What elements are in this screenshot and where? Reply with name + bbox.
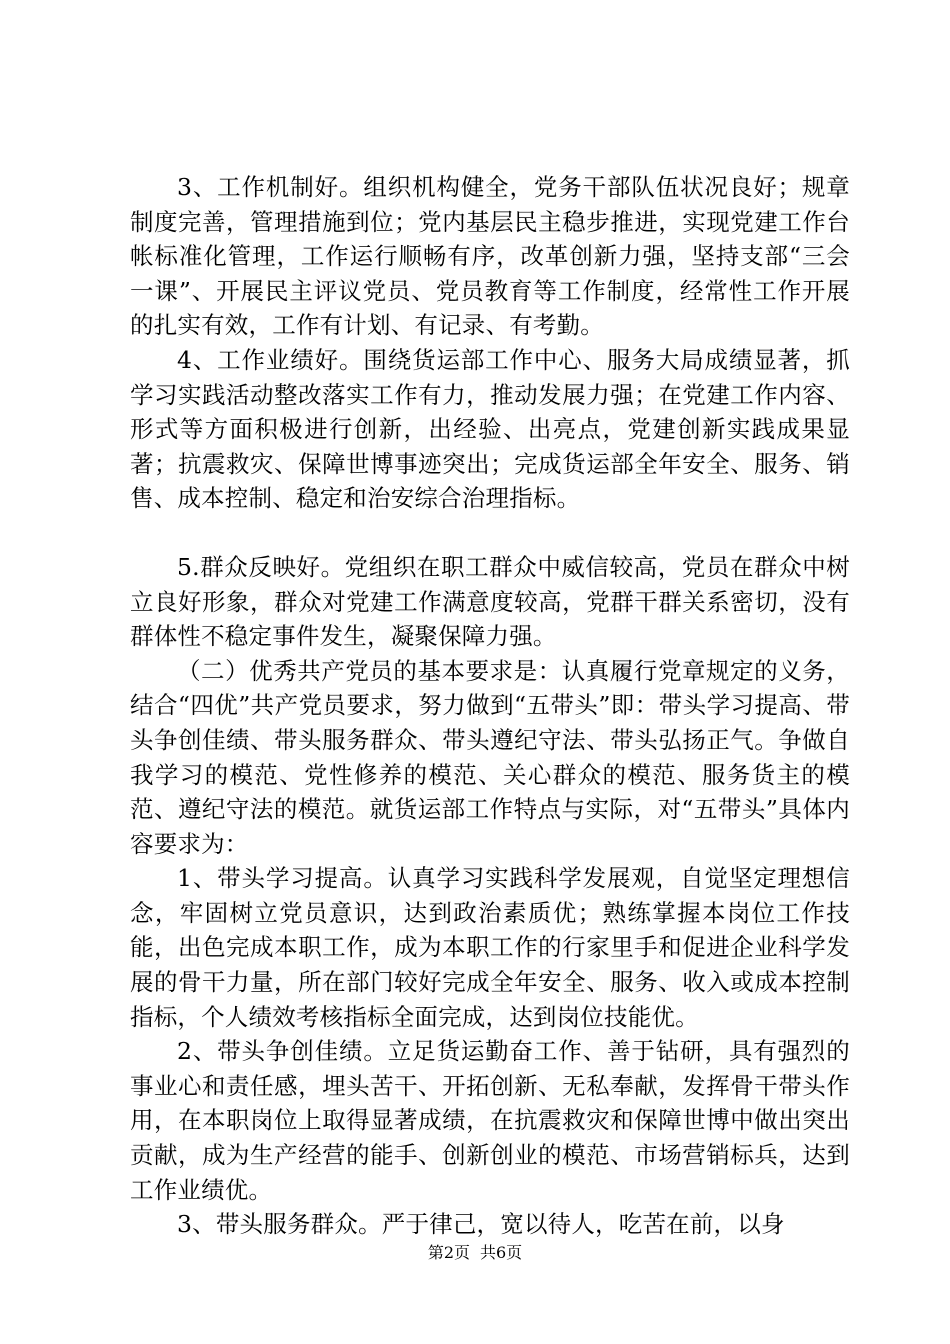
paragraph-lead-learning: 1、带头学习提高。认真学习实践科学发展观，自觉坚定理想信念，牢固树立党员意识，达到政治素质优；熟练掌握本岗位工作技能，出色完成本职工作，成为本职工作的行家里手和促进企业科学发展的骨干力量，所在部门较好完成全年安全、服务、收入或成本控制指标，个人绩效考核指标全面完成，达到岗位技能优。 <box>130 864 850 1031</box>
paragraph-lead-service: 3、带头服务群众。严于律己，宽以待人，吃苦在前，以身 <box>177 1210 785 1239</box>
document-body <box>130 170 850 1242</box>
page-number-current: 第2页 <box>427 1243 470 1262</box>
page-number-total: 共6页 <box>480 1243 523 1262</box>
paragraph-work-mechanism: 3、工作机制好。组织机构健全，党务干部队伍状况良好；规章制度完善，管理措施到位；党内基层民主稳步推进，实现党建工作台帐标准化管理，工作运行顺畅有序，改革创新力强，坚持支部“三会一课”、开展民主评议党员、党员教育等工作制度，经常性工作开展的扎实有效，工作有计划、有记录、有考勤。 <box>130 173 850 340</box>
paragraph-excellent-member-requirements: （二）优秀共产党员的基本要求是：认真履行党章规定的义务，结合“四优”共产党员要求，努力做到“五带头”即：带头学习提高、带头争创佳绩、带头服务群众、带头遵纪守法、带头弘扬正气。争做自我学习的模范、党性修养的模范、关心群众的模范、服务货主的模范、遵纪守法的模范。就货运部工作特点与实际，对“五带头”具体内容要求为： <box>130 656 850 858</box>
paragraph-public-feedback: 5.群众反映好。党组织在职工群众中威信较高，党员在群众中树立良好形象，群众对党建工作满意度较高，党群干群关系密切，没有群体性不稳定事件发生，凝聚保障力强。 <box>130 552 850 651</box>
paragraph-work-performance: 4、工作业绩好。围绕货运部工作中心、服务大局成绩显著，抓学习实践活动整改落实工作有力，推动发展力强；在党建工作内容、形式等方面积极进行创新，出经验、出亮点，党建创新实践成果显著；抗震救灾、保障世博事迹突出；完成货运部全年安全、服务、销售、成本控制、稳定和治安综合治理指标。 <box>130 345 850 513</box>
page-footer <box>0 1243 950 1263</box>
paragraph-lead-achievement: 2、带头争创佳绩。立足货运勤奋工作、善于钻研，具有强烈的事业心和责任感，埋头苦干、开拓创新、无私奉献，发挥骨干带头作用，在本职岗位上取得显著成绩，在抗震救灾和保障世博中做出突出贡献，成为生产经营的能手、创新创业的模范、市场营销标兵，达到工作业绩优。 <box>130 1037 850 1204</box>
